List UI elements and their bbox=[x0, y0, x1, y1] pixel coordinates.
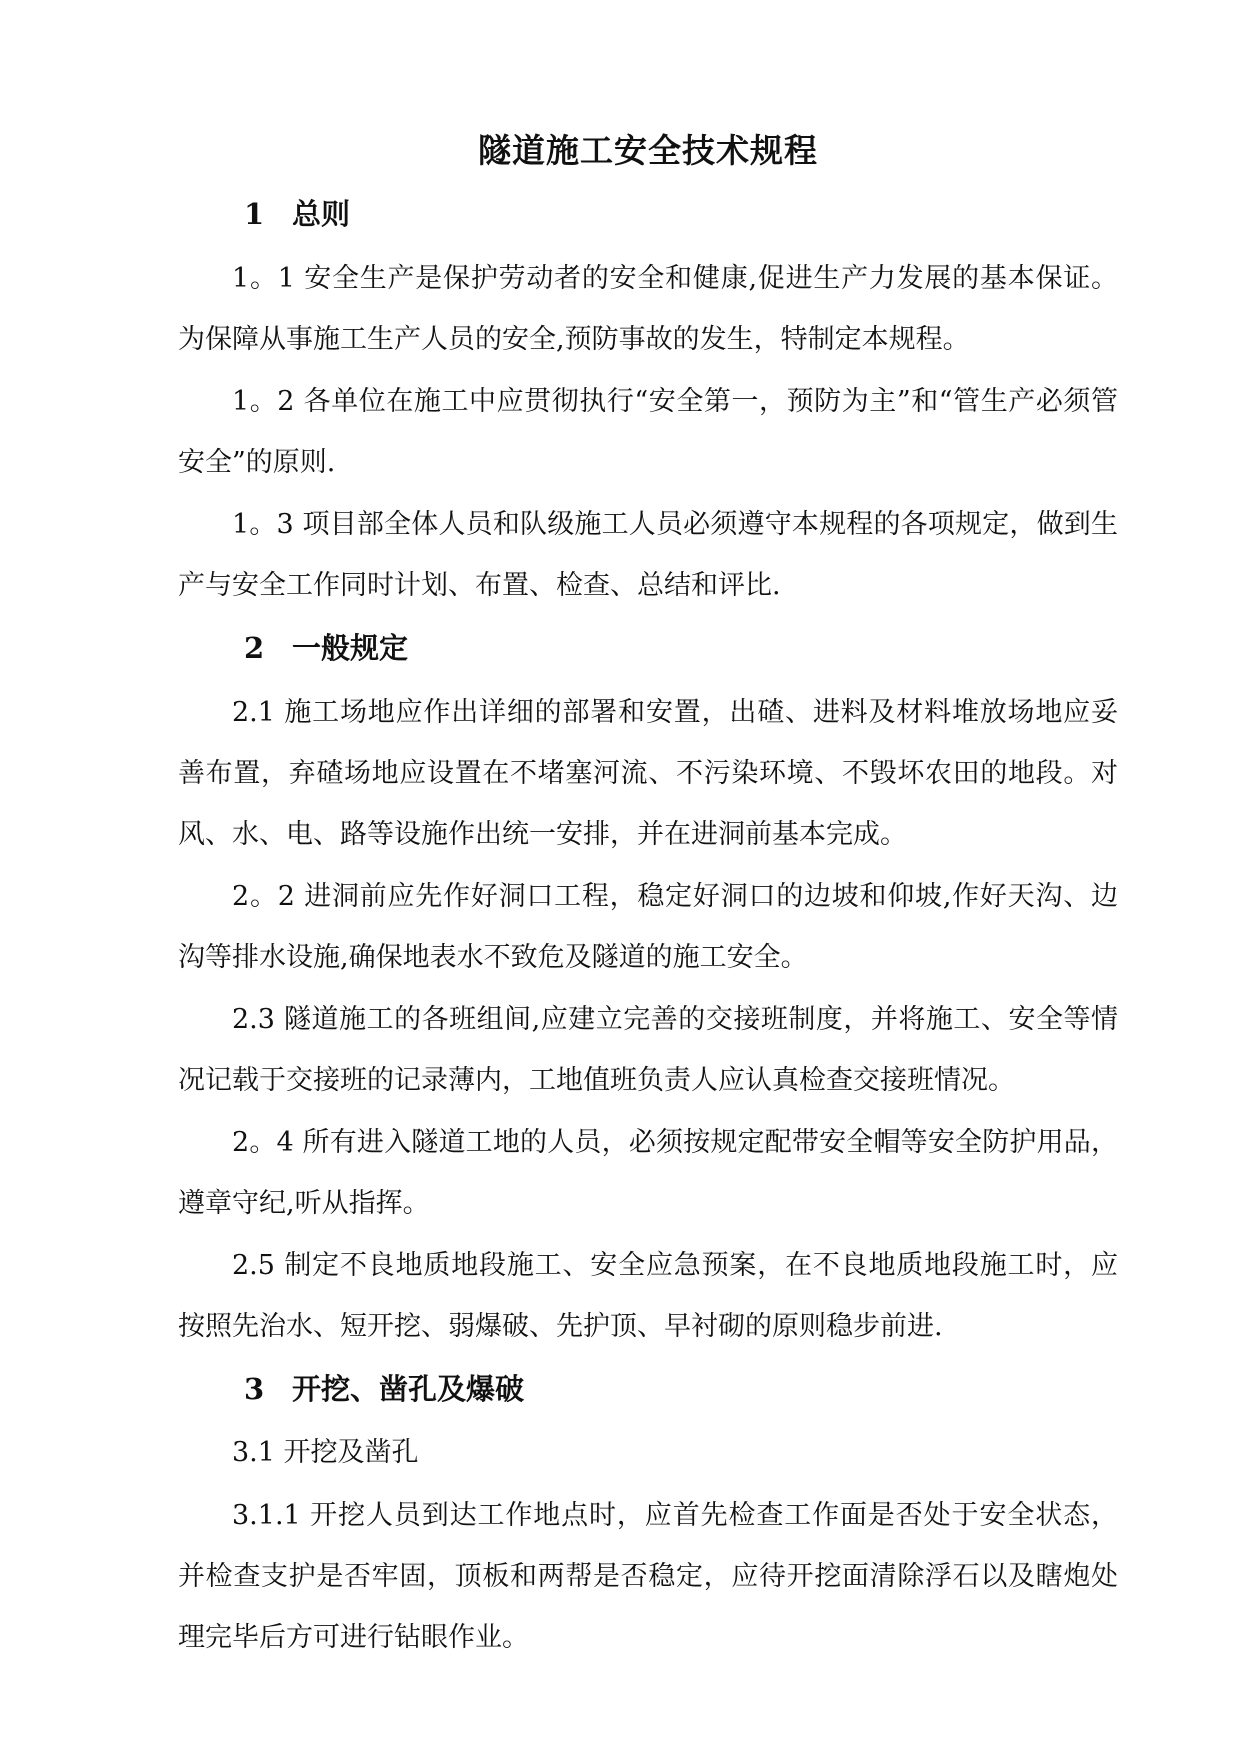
section-heading-general-rules bbox=[244, 624, 1118, 672]
paragraph: 1。1 安全生产是保护劳动者的安全和健康,促进生产力发展的基本保证。为保障从事施工生产人员的安全,预防事故的发生，特制定本规程。 bbox=[178, 263, 1118, 355]
document-title: 隧道施工安全技术规程 bbox=[478, 131, 818, 170]
section-heading-general bbox=[244, 190, 1118, 238]
section-number: 1 bbox=[244, 197, 265, 231]
paragraph: 2.1 施工场地应作出详细的部署和安置，出碴、进料及材料堆放场地应妥善布置，弃碴场地应设置在不堵塞河流、不污染环境、不毁坏农田的地段。对风、水、电、路等设施作出统一安排，并在进洞前基本完成。 bbox=[178, 697, 1118, 850]
section-number: 3 bbox=[244, 1372, 265, 1406]
section-title: 开挖、凿孔及爆破 bbox=[292, 1372, 525, 1406]
paragraph: 1。2 各单位在施工中应贯彻执行“安全第一，预防为主”和“管生产必须管安全”的原则. bbox=[178, 386, 1118, 478]
subsection-heading: 3.1 开挖及凿孔 bbox=[232, 1437, 419, 1468]
section-title: 一般规定 bbox=[292, 631, 409, 665]
section-heading-excavation bbox=[244, 1365, 1118, 1413]
section-number: 2 bbox=[244, 631, 265, 665]
section-title: 总则 bbox=[292, 197, 351, 231]
document-body bbox=[178, 120, 1118, 1669]
paragraph: 2.3 隧道施工的各班组间,应建立完善的交接班制度，并将施工、安全等情况记载于交接班的记录薄内，工地值班负责人应认真检查交接班情况。 bbox=[178, 1004, 1118, 1096]
paragraph: 3.1.1 开挖人员到达工作地点时，应首先检查工作面是否处于安全状态，并检查支护是否牢固，顶板和两帮是否稳定，应待开挖面清除浮石以及瞎炮处理完毕后方可进行钻眼作业。 bbox=[178, 1500, 1118, 1653]
paragraph: 2.5 制定不良地质地段施工、安全应急预案，在不良地质地段施工时，应按照先治水、短开挖、弱爆破、先护顶、早衬砌的原则稳步前进. bbox=[178, 1250, 1118, 1342]
paragraph: 1。3 项目部全体人员和队级施工人员必须遵守本规程的各项规定，做到生产与安全工作同时计划、布置、检查、总结和评比. bbox=[178, 509, 1118, 601]
paragraph: 2。4 所有进入隧道工地的人员，必须按规定配带安全帽等安全防护用品，遵章守纪,听从指挥。 bbox=[178, 1127, 1118, 1219]
paragraph: 2。2 进洞前应先作好洞口工程，稳定好洞口的边坡和仰坡,作好天沟、边沟等排水设施,确保地表水不致危及隧道的施工安全。 bbox=[178, 881, 1118, 973]
